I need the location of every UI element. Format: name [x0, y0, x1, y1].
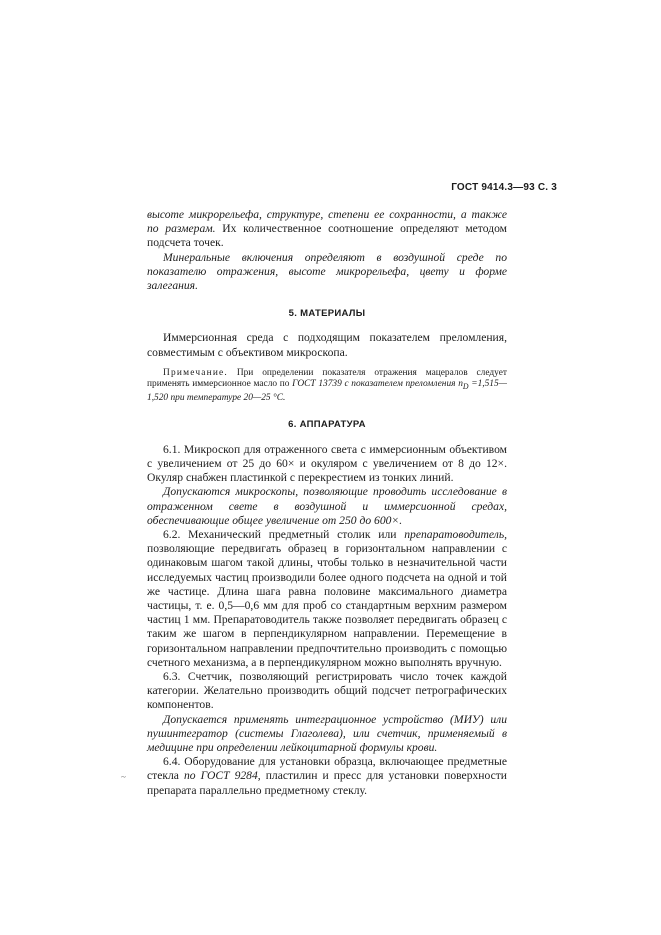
paragraph-6-4: [147, 755, 507, 798]
paragraph-6-1: 6.1. Микроскоп для отраженного света с иммерсионным объективом с увеличением от 25 до 60× и окуляром с увеличением от 8 до 12×. Окуляр снабжен пластинкой с перекрестием из тонких линий.: [147, 442, 507, 485]
paragraph-6-1-allowed: Допускаются микроскопы, позволяющие проводить исследование в отраженном свете в воздушной и иммерсионной средах, обеспечивающие общее увеличение от 250 до 600×.: [147, 485, 507, 527]
document-body: [147, 208, 507, 798]
paragraph-continuation: [147, 208, 507, 251]
note-text: При определении показателя отражения мацералов следует применять иммерсионное масло по: [147, 367, 507, 390]
p64-italic: по ГОСТ 9284,: [183, 769, 261, 783]
p62-rest: позволяющие передвигать образец в горизонтальном направлении с одинаковым шагом такой длины, чтобы только в незначительной части исследуемых частиц производили более одного подсчета на одной и той же частице. Длина шага равна половине максимального диаметра частицы, т. е. 0,5—0,6 мм для проб со стандартным верхним размером частиц 1 мм. Препаратоводитель также позволяет передвигать образец с таким же шагом в перпендикулярном направлении. Перемещение в горизонтальном направлении предпочтительно производить с помощью счетного механизма, а в перпендикулярном можно выполнять вручную.: [147, 542, 507, 669]
paragraph-mineral-inclusions: Минеральные включения определяют в воздушной среде по показателю отражения, высоте микрорельефа, цвету и форме залегания.: [147, 250, 507, 293]
note-italic-2: =1,515—1,520 при температуре 20—25 °С.: [147, 379, 508, 403]
p62-start: 6.2. Механический предметный столик или: [163, 527, 405, 541]
note-subscript: D: [462, 382, 469, 392]
section-5-note: [147, 368, 507, 405]
paragraph-6-3-allowed: Допускается применять интеграционное устройство (МИУ) или пушинтегратор (системы Глаголева), или счетчик, применяемый в медицине при определении лейкоцитарной формулы крови.: [147, 712, 507, 754]
paragraph-6-3: 6.3. Счетчик, позволяющий регистрировать число точек каждой категории. Желательно производить общий подсчет петрографических компонентов.: [147, 669, 507, 712]
note-italic: ГОСТ 13739 с показателем преломления n: [292, 379, 463, 390]
paragraph-text: Их количественное соотношение определяют методом подсчета точек.: [147, 222, 507, 250]
margin-mark: ~: [121, 772, 126, 782]
p64-start: 6.4. Оборудование для установки образца, включающее предметные стекла: [147, 755, 507, 783]
page-header: ГОСТ 9414.3—93 С. 3: [451, 182, 557, 193]
section-6-heading: 6. АППАРАТУРА: [288, 419, 366, 431]
p62-italic: препаратоводитель,: [404, 527, 507, 541]
p64-rest: пластилин и пресс для установки поверхности препарата параллельно предметному стеклу.: [147, 769, 507, 797]
section-5-text: Иммерсионная среда с подходящим показателем преломления, совместимым с объективом микроскопа.: [147, 331, 507, 359]
note-label: Примечание.: [163, 367, 228, 378]
section-5-heading: 5. МАТЕРИАЛЫ: [288, 308, 366, 320]
paragraph-6-2: [147, 528, 507, 670]
italic-text: высоте микрорельефа, структуре, степени ее сохранности, а также по размерам.: [147, 208, 507, 236]
